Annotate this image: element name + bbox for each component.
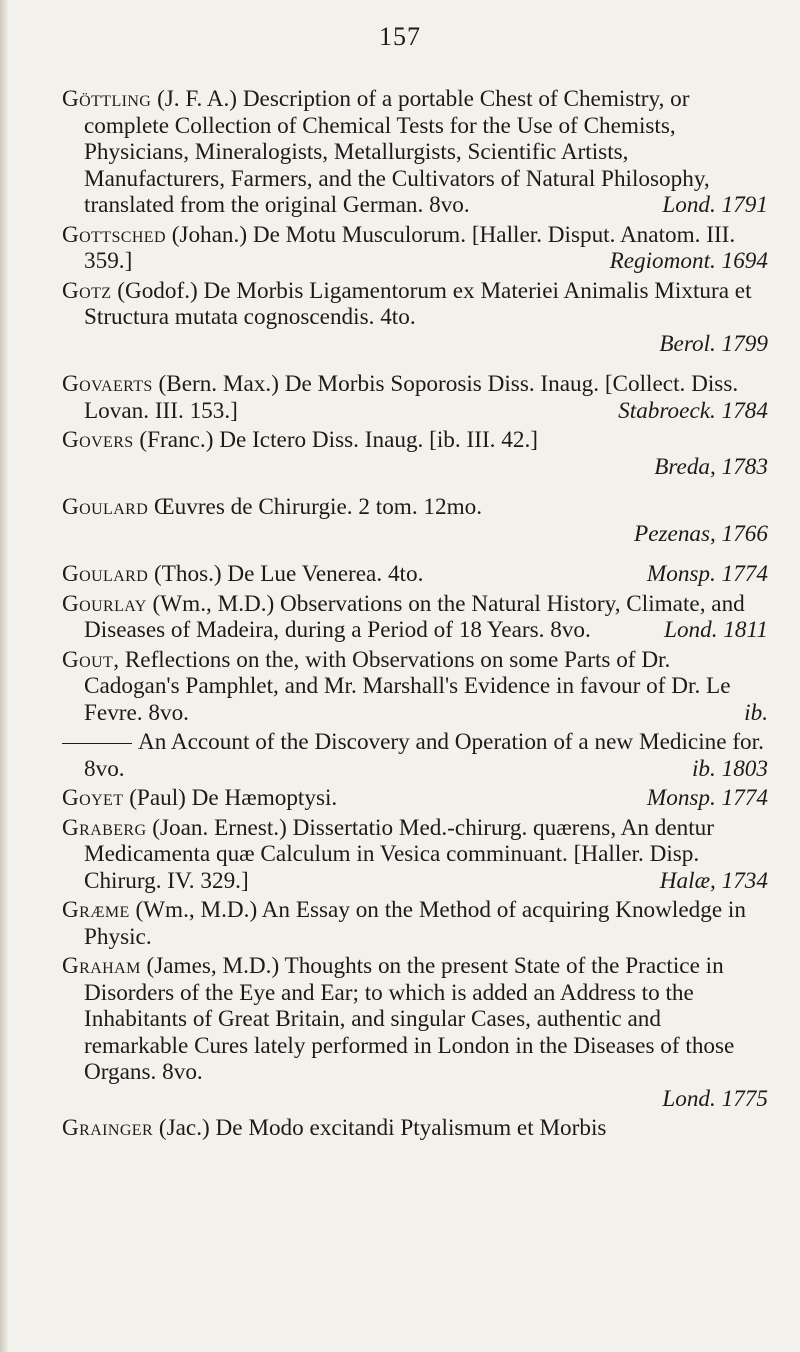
entry-imprint: ib. <box>744 699 768 726</box>
entry-gottling <box>62 86 768 219</box>
entry-author: Graham <box>62 953 141 979</box>
entry-gottsched <box>62 222 768 275</box>
entry-graberg <box>62 815 768 895</box>
entry-text: (J. F. A.) Description of a portable Chest of Chemistry, or complete Collection of Chemical Tests for the Use of Chemists, Physicians, Mineralogists, Metallurgists, Scientific Artists, Manufacturers, Farmers, and the Cultivators of Natural Philosophy, translated from the original German. 8vo. <box>84 86 710 218</box>
entry-imprint: Halæ, 1734 <box>659 867 768 894</box>
entry-author: Græme <box>62 897 130 923</box>
entry-gourlay <box>62 591 768 644</box>
entry-imprint: ib. 1803 <box>691 755 768 782</box>
entry-author: Grainger <box>62 1115 154 1141</box>
entry-imprint: Lond. 1811 <box>664 617 768 643</box>
entry-imprint: Lond. 1775 <box>662 1085 768 1112</box>
entry-gotz <box>62 278 768 358</box>
entry-text: (Wm., M.D.) An Essay on the Method of acquiring Knowledge in Physic. <box>84 897 746 950</box>
entry-text: Œuvres de Chirurgie. 2 tom. 12mo. <box>148 494 483 520</box>
entry-imprint: Berol. 1799 <box>659 330 768 357</box>
page-edge <box>0 0 8 1352</box>
entry-graham <box>62 953 768 1112</box>
entry-author: Göttling <box>62 86 152 112</box>
entry-author: Graberg <box>62 814 147 841</box>
ditto-dash <box>62 743 132 744</box>
entry-text: (Bern. Max.) De Morbis Soporosis Diss. Inaug. [Collect. Diss. Lovan. III. 153.] <box>84 371 739 424</box>
entry-grainger <box>62 1115 768 1142</box>
entry-imprint: Stabroeck. 1784 <box>618 397 768 424</box>
entry-author: Govaerts <box>62 371 153 397</box>
entry-goulard-oeuvres <box>62 494 768 547</box>
entry-imprint: Monsp. 1774 <box>646 561 768 587</box>
entry-govaerts <box>62 371 768 424</box>
entry-text: An Account of the Discovery and Operation of a new Medicine for. 8vo. <box>84 729 764 782</box>
entry-author: Goulard <box>62 561 149 587</box>
page-number: 157 <box>379 22 421 51</box>
entry-imprint: Breda, 1783 <box>654 453 768 480</box>
entry-author: Goyet <box>62 785 124 811</box>
entry-goyet <box>62 785 768 812</box>
bibliography-entries <box>62 86 768 1142</box>
entry-text: (Wm., M.D.) Observations on the Natural History, Climate, and Diseases of Madeira, during a Period of 18 Years. 8vo. <box>84 590 745 643</box>
entry-author: Gout <box>62 646 114 673</box>
entry-text: , Reflections on the, with Observations on some Parts of Dr. Cadogan's Pamphlet, and Mr. Marshall's Evidence in favour of Dr. Le Fevre. 8vo. <box>84 646 731 726</box>
entry-author: Gottsched <box>62 221 166 248</box>
entry-text: (Paul) De Hæmoptysi. <box>123 785 338 811</box>
entry-graeme <box>62 897 768 950</box>
entry-imprint: Regiomont. 1694 <box>609 248 768 274</box>
entry-text: (James, M.D.) Thoughts on the present State of the Practice in Disorders of the Eye and Ear; to which is added an Address to the Inhabitants of Great Britain, and singular Cases, authentic and remarkable Cures lately performed in London in the Diseases of those Organs. 8vo. <box>84 953 735 1085</box>
entry-text: (Franc.) De Ictero Diss. Inaug. [ib. III. 42.] <box>133 427 538 453</box>
entry-author: Goulard <box>62 494 149 520</box>
entry-imprint: Lond. 1791 <box>662 192 768 218</box>
entry-govers <box>62 427 768 480</box>
entry-text: (Jac.) De Modo excitandi Ptyalismum et Morbis <box>153 1115 607 1141</box>
entry-text: (Joan. Ernest.) Dissertatio Med.-chirurg. quærens, An dentur Medicamenta quæ Calculum in Vesica comminuant. [Haller. Disp. Chirurg. IV. 329.] <box>84 814 715 894</box>
entry-gout <box>62 647 768 727</box>
entry-text: (Johan.) De Motu Musculorum. [Haller. Disput. Anatom. III. 359.] <box>84 221 736 274</box>
entry-imprint: Pezenas, 1766 <box>634 520 768 547</box>
entry-imprint: Monsp. 1774 <box>646 785 768 811</box>
entry-text: (Thos.) De Lue Venerea. 4to. <box>148 561 424 587</box>
entry-gout-account <box>62 729 768 782</box>
entry-goulard-thos <box>62 561 768 588</box>
entry-text: (Godof.) De Morbis Ligamentorum ex Materiei Animalis Mixtura et Structura mutata cognoscendis. 4to. <box>84 277 752 330</box>
entry-author: Govers <box>62 427 134 453</box>
entry-author: Gotz <box>62 277 112 304</box>
entry-author: Gourlay <box>62 590 147 617</box>
